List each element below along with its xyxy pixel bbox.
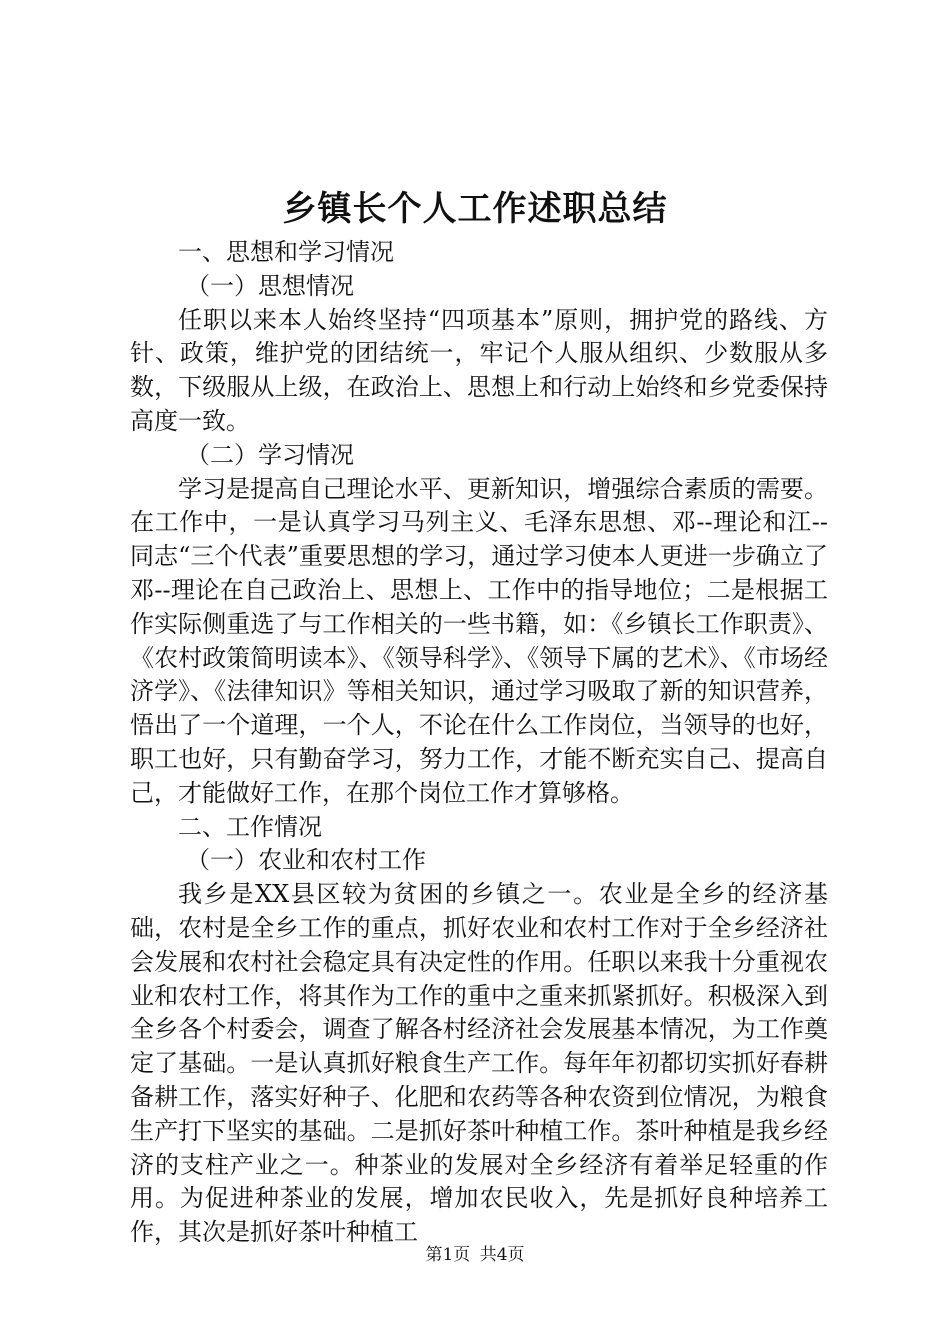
page-total: 共4页 [479, 1245, 525, 1265]
section-heading: 一、思想和学习情况 [178, 238, 394, 266]
body-paragraph: 任职以来本人始终坚持“四项基本”原则，拥护党的路线、方针、政策，维护党的团结统一，牢记个人服从组织、少数服从多数，下级服从上级，在政治上、思想上和行动上始终和乡党委保持高度一致。 [130, 305, 828, 435]
document-title: 乡镇长个人工作述职总结 [282, 189, 668, 229]
page-footer [0, 1244, 950, 1266]
section-heading: 二、工作情况 [178, 812, 322, 841]
body-paragraph: 学习是提高自己理论水平、更新知识，增强综合素质的需要。在工作中，一是认真学习马列主义、毛泽东思想、邓--理论和江--同志“三个代表”重要思想的学习，通过学习使本人更进一步确立了邓--理论在自己政治上、思想上、工作中的指导地位；二是根据工作实际侧重选了与工作相关的一些书籍，如：《乡镇长工作职责》、《农村政策简明读本》、《领导科学》、《领导下属的艺术》、《市场经济学》、《法律知识》等相关知识，通过学习吸取了新的知识营养，悟出了一个道理，一个人，不论在什么工作岗位，当领导的也好，职工也好，只有勤奋学习，努力工作，才能不断充实自己、提高自己，才能做好工作，在那个岗位工作才算够格。 [130, 474, 828, 807]
page-number: 第1页 [425, 1245, 471, 1265]
subsection-heading: （二）学习情况 [186, 440, 354, 469]
document-body [130, 236, 828, 1250]
subsection-heading: （一）农业和农村工作 [186, 846, 426, 875]
body-paragraph: 我乡是XX县区较为贫困的乡镇之一。农业是全乡的经济基础，农村是全乡工作的重点，抓好农业和农村工作对于全乡经济社会发展和农村社会稳定具有决定性的作用。任职以来我十分重视农业和农村工作，将其作为工作的重中之重来抓紧抓好。积极深入到全乡各个村委会，调查了解各村经济社会发展基本情况，为工作奠定了基础。一是认真抓好粮食生产工作。每年年初都切实抓好春耕备耕工作，落实好种子、化肥和农药等各种农资到位情况，为粮食生产打下坚实的基础。二是抓好茶叶种植工作。茶叶种植是我乡经济的支柱产业之一。种茶业的发展对全乡经济有着举足轻重的作用。为促进种茶业的发展，增加农民收入，先是抓好良种培养工作，其次是抓好茶叶种植工 [130, 880, 828, 1247]
subsection-heading: （一）思想情况 [186, 271, 354, 300]
